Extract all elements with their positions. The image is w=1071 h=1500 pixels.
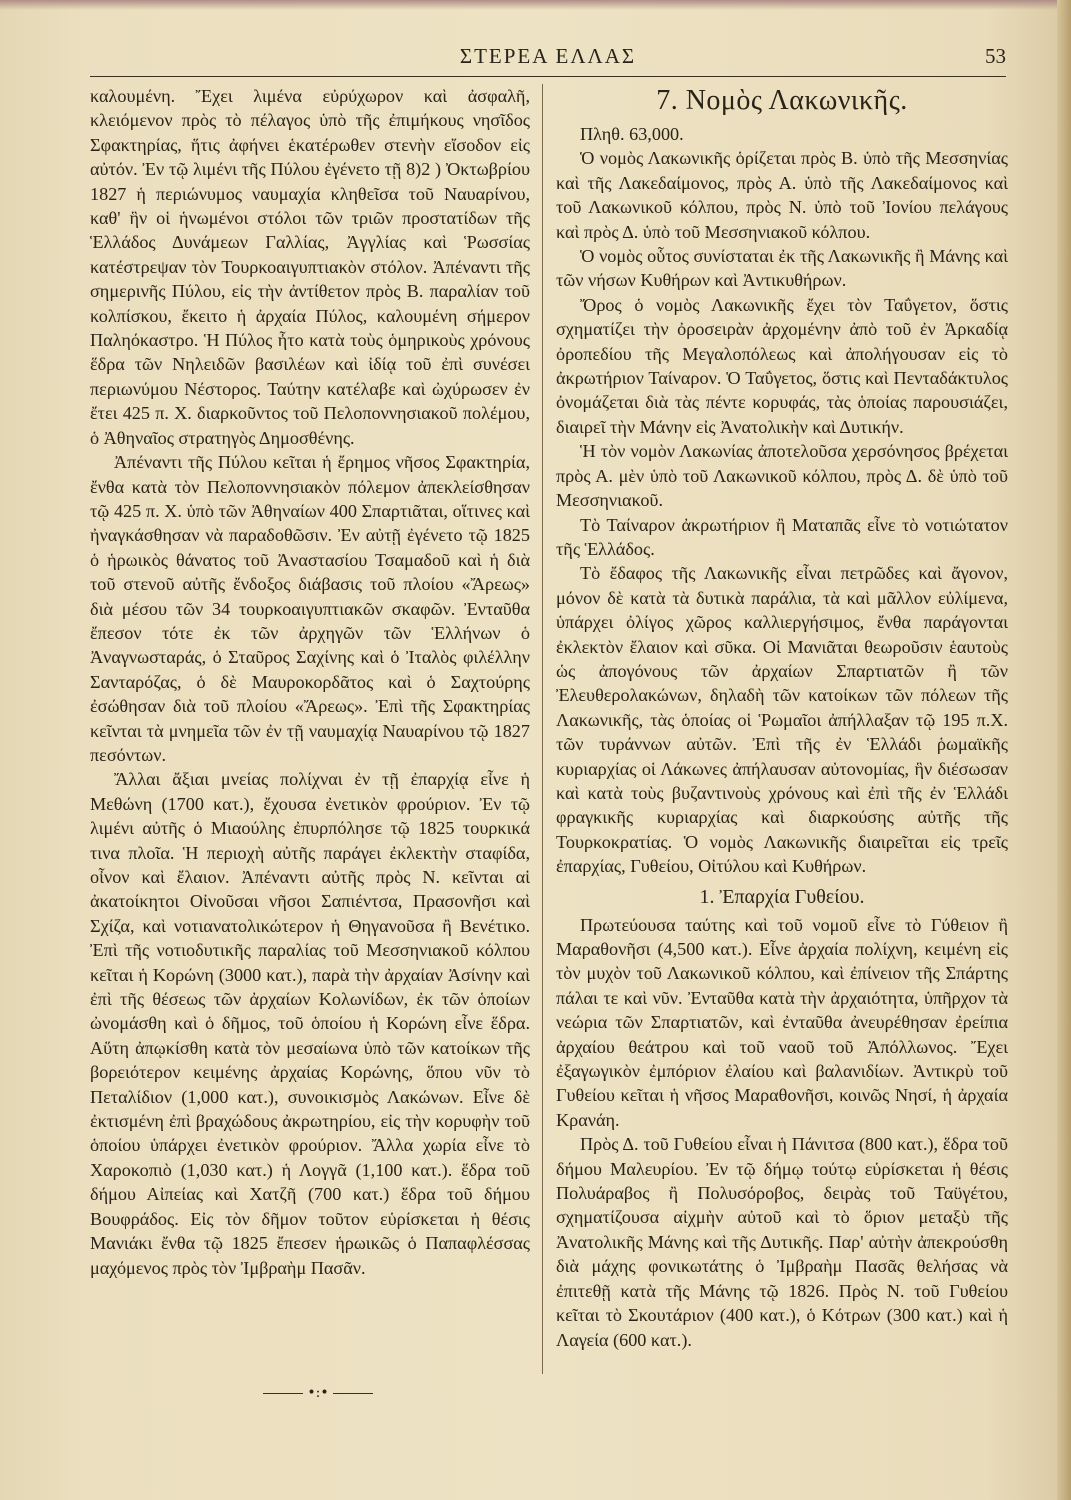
paragraph: Πρὸς Δ. τοῦ Γυθείου εἶναι ἡ Πάνιτσα (800 κατ.), ἕδρα τοῦ δήμου Μαλευρίου. Ἐν τῷ δήμῳ τούτῳ εὑρίσκεται ἡ θέσις Πολυάραβος ἢ Πολυσόροβος, δειρὰς τοῦ Ταϋγέτου, σχηματίζουσα αἰχμὴν αὐτοῦ καὶ τὸ ὅριον μεταξὺ τῆς Ἀνατολικῆς Μάνης καὶ τῆς Δυτικῆς. Παρ' αὐτὴν ἀπεκρούσθη διὰ μάχης φονικωτάτης ὁ Ἰμβραὴμ Πασᾶς θελήσας νὰ ἐπιτεθῇ κατὰ τῆς Μάνης τῷ 1826. Πρὸς Ν. τοῦ Γυθείου κεῖται τὸ Σκουτάριον (400 κατ.), ὁ Κότρων (300 κατ.) καὶ ἡ Λαγεία (600 κατ.). — [556, 1134, 1008, 1350]
paragraph: Ἀπέναντι τῆς Πύλου κεῖται ἡ ἔρημος νῆσος Σφακτηρία, ἔνθα κατὰ τὸν Πελοποννησιακὸν πόλεμον ἀπεκλείσθησαν τῷ 425 π. Χ. ὑπὸ τῶν Ἀθηναίων 400 Σπαρτιᾶται, οἵτινες καὶ ἠναγκάσθησαν νὰ παραδοθῶσιν. Ἐν αὐτῇ ἐγένετο τῷ 1825 ὁ ἡρωικὸς θάνατος τοῦ Ἀναστασίου Τσαμαδοῦ καὶ ἡ διὰ τοῦ στενοῦ αὐτῆς ἔνδοξος διάβασις τοῦ πλοίου «Ἄρεως» διὰ μέσου τῶν 34 τουρκοαιγυπτιακῶν σκαφῶν. Ἐνταῦθα ἔπεσον τότε ἐκ τῶν ἀρχηγῶν τῶν Ἑλλήνων ὁ Ἀναγνωσταράς, ὁ Σταῦρος Σαχίνης καὶ ὁ Ἰταλὸς φιλέλλην Σανταρόζας, ὁ δὲ Μαυροκορδᾶτος καὶ ὁ Σαχτούρης ἐσώθησαν διὰ τοῦ πλοίου «Ἄρεως». Ἐπὶ τῆς Σφακτηρίας κεῖνται τὰ μνημεῖα τῶν ἐν τῇ ναυμαχίᾳ Ναυαρίνου τῷ 1827 πεσόντων. — [90, 452, 530, 765]
paragraph: Ὄρος ὁ νομὸς Λακωνικῆς ἔχει τὸν Ταΰγετον, ὅστις σχηματίζει τὴν ὀροσειρὰν ἀρχομένην ἀπὸ τοῦ ἐν Ἀρκαδίᾳ ὀροπεδίου τῆς Μεγαλοπόλεως καὶ ἀπολήγουσαν εἰς τὸ ἀκρωτήριον Ταίναρον. Ὁ Ταΰγετος, ὅστις καὶ Πενταδάκτυλος ὀνομάζεται διὰ τὰς πέντε κορυφάς, τὰς ὁποίας παρουσιάζει, διαιρεῖ τὴν Μάνην εἰς Ἀνατολικὴν καὶ Δυτικήν. — [556, 294, 1008, 437]
paragraph: Τὸ Ταίναρον ἀκρωτήριον ἢ Ματαπᾶς εἶνε τὸ νοτιώτατον τῆς Ἑλλάδος. — [556, 514, 1008, 559]
paragraph: Τὸ ἔδαφος τῆς Λακωνικῆς εἶναι πετρῶδες καὶ ἄγονον, μόνον δὲ κατὰ τὰ δυτικὰ παράλια, τὰ καὶ μᾶλλον εὐλίμενα, ὑπάρχει ὀλίγος χῶρος καλλιεργήσιμος, ἔνθα παράγονται ἐκλεκτὸν ἔλαιον καὶ σῦκα. Οἱ Μανιᾶται θεωροῦσιν ἑαυτοὺς ὡς ἀπογόνους τῶν ἀρχαίων Σπαρτιατῶν ἢ τῶν Ἐλευθερολακώνων, δηλαδὴ τῶν κατοίκων τῶν πόλεων τῆς Λακωνικῆς, τὰς ὁποίας οἱ Ῥωμαῖοι ἀπήλλαξαν τῷ 195 π.Χ. τῶν τυράννων αὐτῶν. Ἐπὶ τῆς ἐν Ἑλλάδι ῥωμαϊκῆς κυριαρχίας οἱ Λάκωνες ἀπήλαυσαν αὐτονομίας, ἣν διέσωσαν καὶ κατὰ τοὺς βυζαντινοὺς χρόνους καὶ ἐπὶ τῆς ἐν Ἑλλάδι φραγκικῆς κυριαρχίας καὶ διαρκούσης αὐτῆς τῆς Τουρκοκρατίας. Ὁ νομὸς Λακωνικῆς διαιρεῖται εἰς τρεῖς ἐπαρχίας, Γυθείου, Οἰτύλου καὶ Κυθήρων. — [556, 563, 1008, 877]
paragraph: Πρωτεύουσα ταύτης καὶ τοῦ νομοῦ εἶνε τὸ Γύθειον ἢ Μαραθονῆσι (4,500 κατ.). Εἶνε ἀρχαία πολίχνη, κειμένη εἰς τὸν μυχὸν τοῦ Λακωνικοῦ κόλπου, καὶ ἐπίνειον τῆς Σπάρτης πάλαι τε καὶ νῦν. Ἐνταῦθα κατὰ τὴν ἀρχαιότητα, ὑπῆρχον τὰ νεώρια τῶν Σπαρτιατῶν, καὶ ἐνταῦθα ἀνευρέθησαν ἐρείπια ἀρχαίου θεάτρου καὶ τοῦ ναοῦ τοῦ Ἀπόλλωνος. Ἔχει ἐξαγωγικὸν ἐμπόριον ἐλαίου καὶ βαλανιδίων. Ἀντικρὺ τοῦ Γυθείου κεῖται ἡ νῆσος Μαραθονῆσι, κοινῶς Νησί, ἡ ἀρχαία Κρανάη. — [556, 914, 1008, 1130]
ornament-rule — [333, 1393, 373, 1394]
page-right-edge — [1057, 0, 1071, 1500]
paragraph: Ἄλλαι ἄξιαι μνείας πολίχναι ἐν τῇ ἐπαρχίᾳ εἶνε ἡ Μεθώνη (1700 κατ.), ἔχουσα ἐνετικὸν φρούριον. Ἐν τῷ λιμένι αὐτῆς ὁ Μιαούλης ἐπυρπόλησε τῷ 1825 τουρκικά τινα πλοῖα. Ἡ περιοχὴ αὐτῆς παράγει ἐκλεκτὴν σταφίδα, οἶνον καὶ ἔλαιον. Ἀπέναντι αὐτῆς πρὸς Ν. κεῖνται αἱ ἀκατοίκητοι Οἰνοῦσαι νῆσοι Σαπιέντσα, Πρασονῆσι καὶ Σχίζα, καὶ νοτιανατολικώτερον ἡ Θηγανοῦσα ἢ Βενέτικο. Ἐπὶ τῆς νοτιοδυτικῆς παραλίας τοῦ Μεσσηνιακοῦ κόλπου κεῖται ἡ Κορώνη (3000 κατ.), παρὰ τὴν ἀρχαίαν Ἀσίνην καὶ ἐπὶ τῆς θέσεως τῶν ἀρχαίων Κολωνίδων, ἐκ τῶν ὁποίων ὠνομάσθη καὶ ὁ δῆμος, τοῦ ὁποίου ἡ Κορώνη εἶνε ἕδρα. Αὕτη ἀπῳκίσθη κατὰ τὸν μεσαίωνα ὑπὸ τῶν κατοίκων τῆς βορειότερον κειμένης ἀρχαίας Κορώνης, ὅπου νῦν τὸ Πεταλίδιον (1,000 κατ.), συνοικισμὸς Λακώνων. Εἶνε δὲ ἐκτισμένη ἐπὶ βραχώδους ἀκρωτηρίου, εἰς τὴν κορυφὴν τοῦ ὁποίου ὑπάρχει ἐνετικὸν φρούριον. Ἄλλα χωρία εἶνε τὸ Χαροκοπιὸ (1,030 κατ.) ἡ Λογγᾶ (1,100 κατ.). ἕδρα τοῦ δήμου Αἰπείας καὶ Χατζῆ (700 κατ.) ἕδρα τοῦ δήμου Βουφράδος. Εἰς τὸν δῆμον τοῦτον εὑρίσκεται ἡ θέσις Μανιάκι ἔνθα τῷ 1825 ἔπεσεν ἡρωικῶς ὁ Παπαφλέσσας μαχόμενος πρὸς τὸν Ἰμβραὴμ Πασᾶν. — [90, 769, 530, 1278]
paragraph: Ὁ νομὸς οὗτος συνίσταται ἐκ τῆς Λακωνικῆς ἢ Μάνης καὶ τῶν νήσων Κυθήρων καὶ Ἀντικυθήρων. — [556, 246, 1008, 291]
end-ornament — [258, 1385, 378, 1401]
running-head: ΣΤΕΡΕΑ ΕΛΛΑΣ — [459, 44, 637, 68]
ornament-rule — [263, 1393, 303, 1394]
page-header — [90, 40, 1006, 80]
page-number: 53 — [985, 44, 1006, 68]
paragraph: Ἡ τὸν νομὸν Λακωνίας ἀποτελοῦσα χερσόνησος βρέχεται πρὸς Α. μὲν ὑπὸ τοῦ Λακωνικοῦ κόλπου, πρὸς Δ. δὲ ὑπὸ τοῦ Μεσσηνιακοῦ. — [556, 441, 1008, 511]
population-line: Πληθ. 63,000. — [580, 124, 684, 144]
page-top-edge — [0, 0, 1071, 10]
ornament-dot-icon: •:• — [307, 1385, 329, 1401]
header-rule — [90, 76, 1006, 77]
right-column — [556, 84, 1008, 1352]
section-title: 7. Νομὸς Λακωνικῆς. — [656, 85, 908, 116]
subsection-title: 1. Ἐπαρχία Γυθείου. — [699, 885, 865, 908]
column-divider — [542, 84, 543, 1374]
paragraph: Ὁ νομὸς Λακωνικῆς ὁρίζεται πρὸς Β. ὑπὸ τῆς Μεσσηνίας καὶ τῆς Λακεδαίμονος, πρὸς Α. ὑπὸ τῆς Λακεδαίμονος καὶ τοῦ Λακωνικοῦ κόλπου, πρὸς Ν. ὑπὸ τοῦ Ἰονίου πελάγους καὶ πρὸς Δ. ὑπὸ τοῦ Μεσσηνιακοῦ κόλπου. — [556, 148, 1008, 242]
paragraph: καλουμένη. Ἔχει λιμένα εὐρύχωρον καὶ ἀσφαλῆ, κλειόμενον πρὸς τὸ πέλαγος ὑπὸ τῆς ἐπιμήκους νησῖδος Σφακτηρίας, ἥτις ἀφήνει ἑκατέρωθεν στενὴν εἴσοδον εἰς αὐτόν. Ἐν τῷ λιμένι τῆς Πύλου ἐγένετο τῇ 8)2 ) Ὀκτωβρίου 1827 ἡ περιώνυμος ναυμαχία κληθεῖσα τοῦ Ναυαρίνου, καθ' ἣν οἱ ἡνωμένοι στόλοι τῶν τριῶν προστατίδων τῆς Ἑλλάδος Δυνάμεων Γαλλίας, Ἀγγλίας καὶ Ῥωσσίας κατέστρεψαν τὸν Τουρκοαιγυπτιακὸν στόλον. Ἀπέναντι τῆς σημερινῆς Πύλου, εἰς τὴν ἀντίθετον πρὸς Β. παραλίαν τοῦ κολπίσκου, ἔκειτο ἡ ἀρχαία Πύλος, καλουμένη σήμερον Παληόκαστρο. Ἡ Πύλος ἦτο κατὰ τοὺς ὁμηρικοὺς χρόνους ἕδρα τῶν Νηλειδῶν βασιλέων καὶ ἰδίᾳ τοῦ ἐπὶ συνέσει περιωνύμου Νέστορος. Ταύτην κατέλαβε καὶ ὠχύρωσεν ἐν ἔτει 425 π. Χ. διαρκοῦντος τοῦ Πελοποννησιακοῦ πολέμου, ὁ Ἀθηναῖος στρατηγὸς Δημοσθένης. — [90, 86, 530, 448]
left-column — [90, 84, 530, 1280]
